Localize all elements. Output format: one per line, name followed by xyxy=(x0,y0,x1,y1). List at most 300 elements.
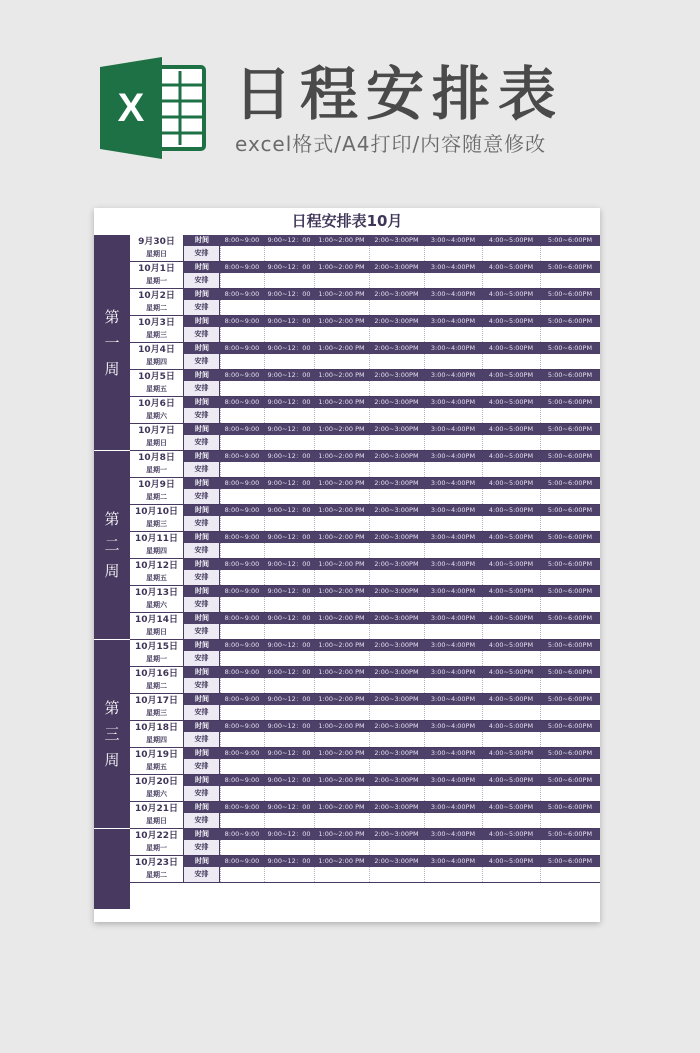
arrangement-cell[interactable] xyxy=(314,786,369,801)
arrangement-cell[interactable] xyxy=(264,462,314,477)
arrangement-cell[interactable] xyxy=(424,867,482,882)
arrangement-cell[interactable] xyxy=(264,651,314,666)
arrangement-cell[interactable] xyxy=(482,408,540,423)
arrangement-cell[interactable] xyxy=(424,246,482,261)
arrangement-cell[interactable] xyxy=(369,678,424,693)
time-slot: 9:00~12：00 xyxy=(267,587,311,595)
arrangement-cell[interactable] xyxy=(314,408,369,423)
arrangement-cell[interactable] xyxy=(540,381,600,396)
arrange-label: 安排 xyxy=(184,327,220,342)
arrangement-cell[interactable] xyxy=(424,354,482,369)
arrangement-cell[interactable] xyxy=(264,732,314,747)
arrangement-cell[interactable] xyxy=(540,462,600,477)
arrangement-cell[interactable] xyxy=(264,273,314,288)
time-slot: 1:00~2:00 PM xyxy=(318,317,365,325)
arrangement-cell[interactable] xyxy=(540,570,600,585)
arrangement-row xyxy=(184,489,600,505)
arrangement-cell[interactable] xyxy=(482,867,540,882)
arrangement-cell[interactable] xyxy=(540,759,600,774)
time-slot: 8:00~9:00 xyxy=(224,290,260,298)
time-slot: 5:00~6:00PM xyxy=(547,398,593,406)
time-slot: 8:00~9:00 xyxy=(224,533,260,541)
time-header-row xyxy=(184,640,600,651)
time-slot: 5:00~6:00PM xyxy=(547,479,593,487)
arrangement-cell[interactable] xyxy=(264,381,314,396)
arrangement-cell[interactable] xyxy=(314,597,369,612)
week-label-char: 三 xyxy=(104,725,120,743)
day-row xyxy=(130,667,600,694)
arrangement-cell[interactable] xyxy=(220,300,264,315)
time-slot: 3:00~4:00PM xyxy=(430,830,476,838)
date-text: 10月6日 xyxy=(138,399,175,409)
arrangement-cell[interactable] xyxy=(369,489,424,504)
arrangement-cell[interactable] xyxy=(220,840,264,855)
arrangement-cell[interactable] xyxy=(424,705,482,720)
time-slot: 4:00~5:00PM xyxy=(488,560,534,568)
time-slot: 8:00~9:00 xyxy=(224,317,260,325)
day-row xyxy=(130,856,600,883)
arrangement-cell[interactable] xyxy=(482,624,540,639)
arrangement-cell[interactable] xyxy=(369,273,424,288)
arrangement-cell[interactable] xyxy=(314,813,369,828)
arrangement-cell[interactable] xyxy=(264,759,314,774)
arrange-label: 安排 xyxy=(184,651,220,666)
arrangement-cell[interactable] xyxy=(369,624,424,639)
time-slot: 2:00~3:00PM xyxy=(374,560,419,568)
arrangement-cell[interactable] xyxy=(220,381,264,396)
arrangement-cell[interactable] xyxy=(220,435,264,450)
arrangement-row xyxy=(184,570,600,586)
weekday-text: 星期一 xyxy=(146,655,167,663)
arrangement-cell[interactable] xyxy=(314,516,369,531)
arrangement-cell[interactable] xyxy=(314,759,369,774)
time-slot: 9:00~12：00 xyxy=(267,479,311,487)
time-slot: 2:00~3:00PM xyxy=(374,857,419,865)
arrangement-cell[interactable] xyxy=(540,408,600,423)
arrange-label: 安排 xyxy=(184,624,220,639)
arrangement-cell[interactable] xyxy=(482,327,540,342)
arrangement-cell[interactable] xyxy=(369,867,424,882)
arrangement-row xyxy=(184,435,600,451)
arrangement-cell[interactable] xyxy=(220,867,264,882)
date-cell xyxy=(130,424,184,451)
arrangement-cell[interactable] xyxy=(482,246,540,261)
arrangement-cell[interactable] xyxy=(369,597,424,612)
date-cell xyxy=(130,316,184,343)
arrangement-cell[interactable] xyxy=(220,759,264,774)
arrangement-cell[interactable] xyxy=(264,489,314,504)
date-text: 10月9日 xyxy=(138,480,175,490)
week-label xyxy=(94,235,130,451)
arrangement-cell[interactable] xyxy=(264,435,314,450)
arrangement-cell[interactable] xyxy=(369,543,424,558)
time-label: 时间 xyxy=(195,668,209,676)
arrangement-cell[interactable] xyxy=(220,705,264,720)
time-slot: 3:00~4:00PM xyxy=(430,749,476,757)
arrangement-cell[interactable] xyxy=(220,273,264,288)
arrangement-cell[interactable] xyxy=(264,543,314,558)
date-cell xyxy=(130,559,184,586)
time-slot: 1:00~2:00 PM xyxy=(318,479,365,487)
arrangement-cell[interactable] xyxy=(220,516,264,531)
arrangement-cell[interactable] xyxy=(540,489,600,504)
time-slot: 5:00~6:00PM xyxy=(547,695,593,703)
arrangement-cell[interactable] xyxy=(220,570,264,585)
date-text: 10月19日 xyxy=(134,750,179,760)
arrangement-cell[interactable] xyxy=(540,678,600,693)
arrangement-cell[interactable] xyxy=(424,651,482,666)
day-row xyxy=(130,802,600,829)
time-slot: 3:00~4:00PM xyxy=(430,236,476,244)
arrangement-cell[interactable] xyxy=(482,678,540,693)
time-slot: 5:00~6:00PM xyxy=(547,506,593,514)
arrangement-cell[interactable] xyxy=(369,435,424,450)
day-row xyxy=(130,370,600,397)
arrangement-cell[interactable] xyxy=(264,246,314,261)
day-row xyxy=(130,505,600,532)
time-header-row xyxy=(184,397,600,408)
arrangement-cell[interactable] xyxy=(264,516,314,531)
arrangement-cell[interactable] xyxy=(424,381,482,396)
arrangement-cell[interactable] xyxy=(220,732,264,747)
time-slot: 2:00~3:00PM xyxy=(374,641,419,649)
time-header-row xyxy=(184,289,600,300)
time-label: 时间 xyxy=(195,722,209,730)
time-slot: 8:00~9:00 xyxy=(224,371,260,379)
arrangement-cell[interactable] xyxy=(482,462,540,477)
arrangement-row xyxy=(184,543,600,559)
arrangement-cell[interactable] xyxy=(540,300,600,315)
arrangement-cell[interactable] xyxy=(424,786,482,801)
arrangement-cell[interactable] xyxy=(314,570,369,585)
time-slot: 2:00~3:00PM xyxy=(374,695,419,703)
arrangement-row xyxy=(184,597,600,613)
arrangement-cell[interactable] xyxy=(220,462,264,477)
arrangement-cell[interactable] xyxy=(369,381,424,396)
arrangement-cell[interactable] xyxy=(482,489,540,504)
arrangement-cell[interactable] xyxy=(482,705,540,720)
arrangement-row xyxy=(184,759,600,775)
arrangement-cell[interactable] xyxy=(369,705,424,720)
time-slot: 8:00~9:00 xyxy=(224,236,260,244)
time-slot: 1:00~2:00 PM xyxy=(318,560,365,568)
time-header-row xyxy=(184,829,600,840)
arrangement-cell[interactable] xyxy=(369,408,424,423)
week-label-char: 二 xyxy=(104,536,120,554)
date-text: 10月23日 xyxy=(134,858,179,868)
arrangement-cell[interactable] xyxy=(314,327,369,342)
arrangement-cell[interactable] xyxy=(220,354,264,369)
time-header-row xyxy=(184,586,600,597)
time-label: 时间 xyxy=(195,695,209,703)
arrangement-cell[interactable] xyxy=(369,840,424,855)
arrangement-cell[interactable] xyxy=(424,273,482,288)
day-row xyxy=(130,424,600,451)
time-slot: 1:00~2:00 PM xyxy=(318,749,365,757)
arrangement-cell[interactable] xyxy=(540,273,600,288)
weekday-text: 星期二 xyxy=(146,493,167,501)
week-label-char: 一 xyxy=(104,333,120,352)
arrangement-cell[interactable] xyxy=(424,327,482,342)
day-row xyxy=(130,235,600,262)
arrangement-cell[interactable] xyxy=(424,489,482,504)
arrangement-cell[interactable] xyxy=(369,354,424,369)
arrangement-cell[interactable] xyxy=(424,570,482,585)
arrangement-cell[interactable] xyxy=(264,597,314,612)
time-slot: 9:00~12：00 xyxy=(267,317,311,325)
arrangement-cell[interactable] xyxy=(220,489,264,504)
arrangement-cell[interactable] xyxy=(482,543,540,558)
arrangement-row xyxy=(184,705,600,721)
arrangement-cell[interactable] xyxy=(314,354,369,369)
arrangement-cell[interactable] xyxy=(264,354,314,369)
arrangement-cell[interactable] xyxy=(264,705,314,720)
time-slot: 4:00~5:00PM xyxy=(488,236,534,244)
arrangement-cell[interactable] xyxy=(540,624,600,639)
arrangement-cell[interactable] xyxy=(424,543,482,558)
arrangement-cell[interactable] xyxy=(482,597,540,612)
arrangement-cell[interactable] xyxy=(482,840,540,855)
time-header-row xyxy=(184,667,600,678)
arrangement-cell[interactable] xyxy=(482,516,540,531)
arrangement-cell[interactable] xyxy=(424,462,482,477)
time-label: 时间 xyxy=(195,398,209,406)
arrangement-cell[interactable] xyxy=(540,705,600,720)
weekday-text: 星期四 xyxy=(146,547,167,555)
arrangement-cell[interactable] xyxy=(482,381,540,396)
time-slot: 5:00~6:00PM xyxy=(547,533,593,541)
time-slot: 5:00~6:00PM xyxy=(547,587,593,595)
arrangement-cell[interactable] xyxy=(314,300,369,315)
time-header-row xyxy=(184,532,600,543)
arrangement-cell[interactable] xyxy=(482,354,540,369)
arrange-label: 安排 xyxy=(184,462,220,477)
time-slot: 5:00~6:00PM xyxy=(547,641,593,649)
time-slot: 8:00~9:00 xyxy=(224,803,260,811)
time-label: 时间 xyxy=(195,830,209,838)
arrangement-cell[interactable] xyxy=(220,813,264,828)
date-cell xyxy=(130,532,184,559)
arrangement-cell[interactable] xyxy=(540,732,600,747)
date-text: 10月10日 xyxy=(134,507,179,517)
arrangement-cell[interactable] xyxy=(220,678,264,693)
time-header-row xyxy=(184,424,600,435)
arrangement-cell[interactable] xyxy=(424,813,482,828)
day-row xyxy=(130,478,600,505)
time-slot: 3:00~4:00PM xyxy=(430,317,476,325)
arrangement-cell[interactable] xyxy=(369,327,424,342)
arrangement-cell[interactable] xyxy=(540,840,600,855)
time-slot: 3:00~4:00PM xyxy=(430,803,476,811)
time-slot: 8:00~9:00 xyxy=(224,830,260,838)
arrangement-cell[interactable] xyxy=(314,435,369,450)
time-slot: 5:00~6:00PM xyxy=(547,614,593,622)
arrangement-cell[interactable] xyxy=(314,246,369,261)
arrangement-cell[interactable] xyxy=(220,246,264,261)
time-slot: 5:00~6:00PM xyxy=(547,560,593,568)
date-cell xyxy=(130,397,184,424)
time-slot: 5:00~6:00PM xyxy=(547,830,593,838)
arrangement-cell[interactable] xyxy=(369,813,424,828)
weekday-text: 星期日 xyxy=(146,250,167,258)
arrangement-cell[interactable] xyxy=(264,678,314,693)
arrange-label: 安排 xyxy=(184,813,220,828)
arrangement-cell[interactable] xyxy=(369,759,424,774)
weekday-text: 星期六 xyxy=(146,601,167,609)
arrangement-cell[interactable] xyxy=(540,516,600,531)
arrangement-cell[interactable] xyxy=(482,570,540,585)
arrangement-cell[interactable] xyxy=(264,624,314,639)
arrangement-cell[interactable] xyxy=(424,516,482,531)
arrangement-cell[interactable] xyxy=(540,651,600,666)
arrangement-row xyxy=(184,381,600,397)
arrangement-cell[interactable] xyxy=(264,813,314,828)
day-row xyxy=(130,721,600,748)
arrangement-cell[interactable] xyxy=(314,624,369,639)
arrangement-cell[interactable] xyxy=(369,786,424,801)
arrangement-cell[interactable] xyxy=(540,246,600,261)
arrangement-cell[interactable] xyxy=(482,759,540,774)
time-slot: 1:00~2:00 PM xyxy=(318,830,365,838)
time-slot: 8:00~9:00 xyxy=(224,587,260,595)
arrangement-cell[interactable] xyxy=(482,300,540,315)
arrangement-row xyxy=(184,273,600,289)
arrangement-cell[interactable] xyxy=(424,435,482,450)
arrange-label: 安排 xyxy=(184,543,220,558)
time-slot: 9:00~12：00 xyxy=(267,263,311,271)
time-slot: 3:00~4:00PM xyxy=(430,533,476,541)
arrangement-cell[interactable] xyxy=(314,651,369,666)
time-slot: 4:00~5:00PM xyxy=(488,533,534,541)
arrangement-cell[interactable] xyxy=(540,327,600,342)
arrangement-cell[interactable] xyxy=(482,273,540,288)
weekday-text: 星期四 xyxy=(146,736,167,744)
time-slot: 3:00~4:00PM xyxy=(430,587,476,595)
arrangement-cell[interactable] xyxy=(264,840,314,855)
arrangement-cell[interactable] xyxy=(314,381,369,396)
arrangement-row xyxy=(184,516,600,532)
time-slot: 4:00~5:00PM xyxy=(488,830,534,838)
arrangement-cell[interactable] xyxy=(220,624,264,639)
arrangement-cell[interactable] xyxy=(540,435,600,450)
arrangement-cell[interactable] xyxy=(424,624,482,639)
arrangement-cell[interactable] xyxy=(424,732,482,747)
date-text: 10月20日 xyxy=(134,777,179,787)
time-slot: 5:00~6:00PM xyxy=(547,236,593,244)
arrangement-cell[interactable] xyxy=(369,246,424,261)
arrangement-cell[interactable] xyxy=(220,327,264,342)
arrangement-cell[interactable] xyxy=(482,435,540,450)
arrangement-cell[interactable] xyxy=(314,489,369,504)
arrangement-cell[interactable] xyxy=(540,597,600,612)
arrangement-cell[interactable] xyxy=(314,732,369,747)
arrangement-cell[interactable] xyxy=(424,678,482,693)
week-label xyxy=(94,640,130,829)
arrangement-cell[interactable] xyxy=(482,732,540,747)
arrangement-cell[interactable] xyxy=(220,651,264,666)
date-cell xyxy=(130,775,184,802)
arrangement-cell[interactable] xyxy=(314,462,369,477)
weekday-text: 星期日 xyxy=(146,817,167,825)
arrangement-cell[interactable] xyxy=(264,867,314,882)
arrange-label: 安排 xyxy=(184,300,220,315)
arrangement-cell[interactable] xyxy=(314,543,369,558)
arrangement-cell[interactable] xyxy=(369,732,424,747)
arrangement-cell[interactable] xyxy=(264,786,314,801)
weekday-text: 星期二 xyxy=(146,871,167,879)
arrangement-cell[interactable] xyxy=(314,840,369,855)
date-cell xyxy=(130,694,184,721)
arrangement-cell[interactable] xyxy=(540,867,600,882)
arrangement-cell[interactable] xyxy=(424,408,482,423)
time-slot: 3:00~4:00PM xyxy=(430,857,476,865)
arrangement-cell[interactable] xyxy=(540,354,600,369)
arrange-label: 安排 xyxy=(184,867,220,882)
time-slot: 4:00~5:00PM xyxy=(488,749,534,757)
arrange-label: 安排 xyxy=(184,435,220,450)
arrangement-row xyxy=(184,327,600,343)
date-text: 10月14日 xyxy=(134,615,179,625)
arrangement-cell[interactable] xyxy=(369,300,424,315)
arrangement-cell[interactable] xyxy=(369,570,424,585)
arrangement-cell[interactable] xyxy=(540,786,600,801)
arrangement-cell[interactable] xyxy=(369,651,424,666)
date-text: 10月15日 xyxy=(134,642,179,652)
time-slot: 2:00~3:00PM xyxy=(374,587,419,595)
time-slot: 1:00~2:00 PM xyxy=(318,425,365,433)
arrangement-cell[interactable] xyxy=(314,273,369,288)
arrangement-cell[interactable] xyxy=(369,516,424,531)
arrangement-cell[interactable] xyxy=(220,597,264,612)
time-slot: 3:00~4:00PM xyxy=(430,695,476,703)
time-slot: 4:00~5:00PM xyxy=(488,317,534,325)
arrangement-cell[interactable] xyxy=(424,597,482,612)
day-row xyxy=(130,586,600,613)
arrangement-cell[interactable] xyxy=(369,462,424,477)
arrangement-cell[interactable] xyxy=(264,300,314,315)
weekday-text: 星期五 xyxy=(146,763,167,771)
time-label: 时间 xyxy=(195,587,209,595)
arrangement-cell[interactable] xyxy=(314,867,369,882)
date-text: 10月18日 xyxy=(134,723,179,733)
arrange-label: 安排 xyxy=(184,840,220,855)
arrangement-cell[interactable] xyxy=(220,786,264,801)
arrangement-cell[interactable] xyxy=(424,840,482,855)
day-row xyxy=(130,829,600,856)
arrangement-row xyxy=(184,354,600,370)
arrangement-cell[interactable] xyxy=(314,678,369,693)
arrangement-cell[interactable] xyxy=(264,408,314,423)
arrangement-cell[interactable] xyxy=(540,543,600,558)
arrangement-cell[interactable] xyxy=(314,705,369,720)
time-slot: 2:00~3:00PM xyxy=(374,371,419,379)
time-slot: 5:00~6:00PM xyxy=(547,749,593,757)
time-header-row xyxy=(184,559,600,570)
time-slot: 3:00~4:00PM xyxy=(430,776,476,784)
arrangement-cell[interactable] xyxy=(264,327,314,342)
arrangement-cell[interactable] xyxy=(482,651,540,666)
arrangement-cell[interactable] xyxy=(264,570,314,585)
arrangement-cell[interactable] xyxy=(220,543,264,558)
time-header-row xyxy=(184,748,600,759)
arrangement-cell[interactable] xyxy=(482,813,540,828)
arrangement-cell[interactable] xyxy=(424,300,482,315)
arrangement-cell[interactable] xyxy=(220,408,264,423)
time-slot: 3:00~4:00PM xyxy=(430,722,476,730)
arrangement-cell[interactable] xyxy=(424,759,482,774)
arrangement-cell[interactable] xyxy=(540,813,600,828)
arrangement-cell[interactable] xyxy=(482,786,540,801)
